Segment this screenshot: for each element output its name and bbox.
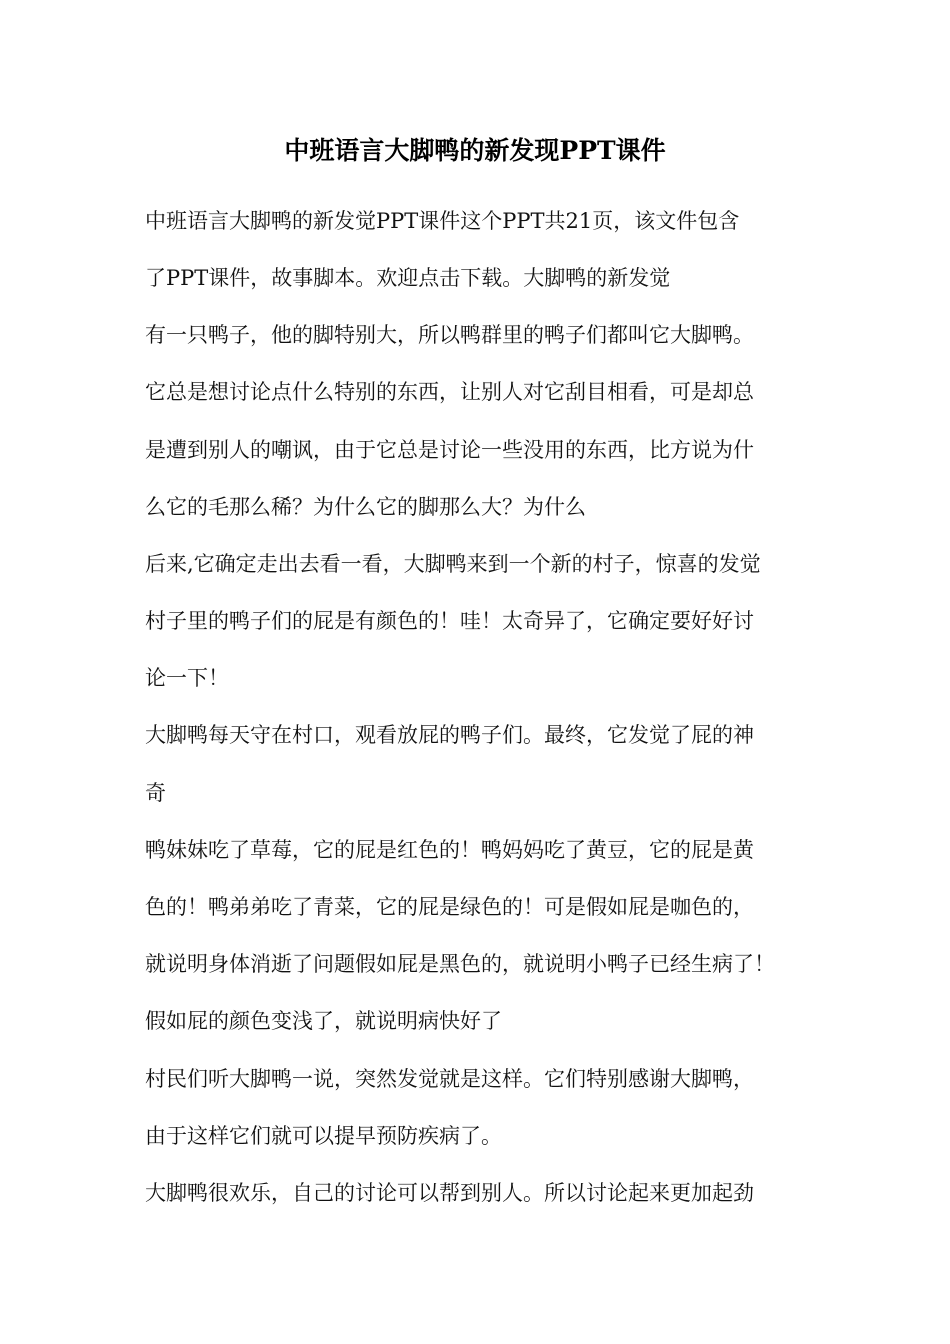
body-line-18: 大脚鸭很欢乐，自己的讨论可以帮到别人。所以讨论起来更加起劲 (145, 1181, 754, 1205)
body-line-7: 后来,它确定走出去看一看，大脚鸭来到一个新的村子，惊喜的发觉 (145, 552, 761, 576)
body-line-1: 中班语言大脚鸭的新发觉PPT课件这个PPT共21页，该文件包含 (145, 209, 740, 233)
body-line-4: 它总是想讨论点什么特别的东西，让别人对它刮目相看，可是却总 (145, 380, 754, 404)
body-line-2: 了PPT课件，故事脚本。欢迎点击下载。大脚鸭的新发觉 (145, 266, 671, 290)
body-line-12: 鸭妹妹吃了草莓，它的屁是红色的！鸭妈妈吃了黄豆，它的屁是黄 (145, 838, 754, 862)
body-line-10: 大脚鸭每天守在村口，观看放屁的鸭子们。最终，它发觉了屁的神 (145, 723, 754, 747)
body-line-6: 么它的毛那么稀？为什么它的脚那么大？为什么 (145, 495, 586, 519)
body-line-17: 由于这样它们就可以提早预防疾病了。 (145, 1124, 502, 1148)
body-line-3: 有一只鸭子，他的脚特别大，所以鸭群里的鸭子们都叫它大脚鸭。 (145, 323, 754, 347)
body-line-16: 村民们听大脚鸭一说，突然发觉就是这样。它们特别感谢大脚鸭， (145, 1067, 754, 1091)
body-line-11: 奇 (145, 781, 166, 805)
body-line-5: 是遭到别人的嘲讽，由于它总是讨论一些没用的东西，比方说为什 (145, 438, 754, 462)
body-line-15: 假如屁的颜色变浅了，就说明病快好了 (145, 1009, 502, 1033)
body-line-8: 村子里的鸭子们的屁是有颜色的！哇！太奇异了，它确定要好好讨 (145, 609, 754, 633)
document-title: 中班语言大脚鸭的新发现PPT课件 (284, 136, 666, 165)
body-line-14: 就说明身体消逝了问题假如屁是黑色的，就说明小鸭子已经生病了！ (145, 952, 775, 976)
body-line-13: 色的！鸭弟弟吃了青菜，它的屁是绿色的！可是假如屁是咖色的， (145, 895, 754, 919)
body-line-9: 论一下！ (145, 666, 229, 690)
